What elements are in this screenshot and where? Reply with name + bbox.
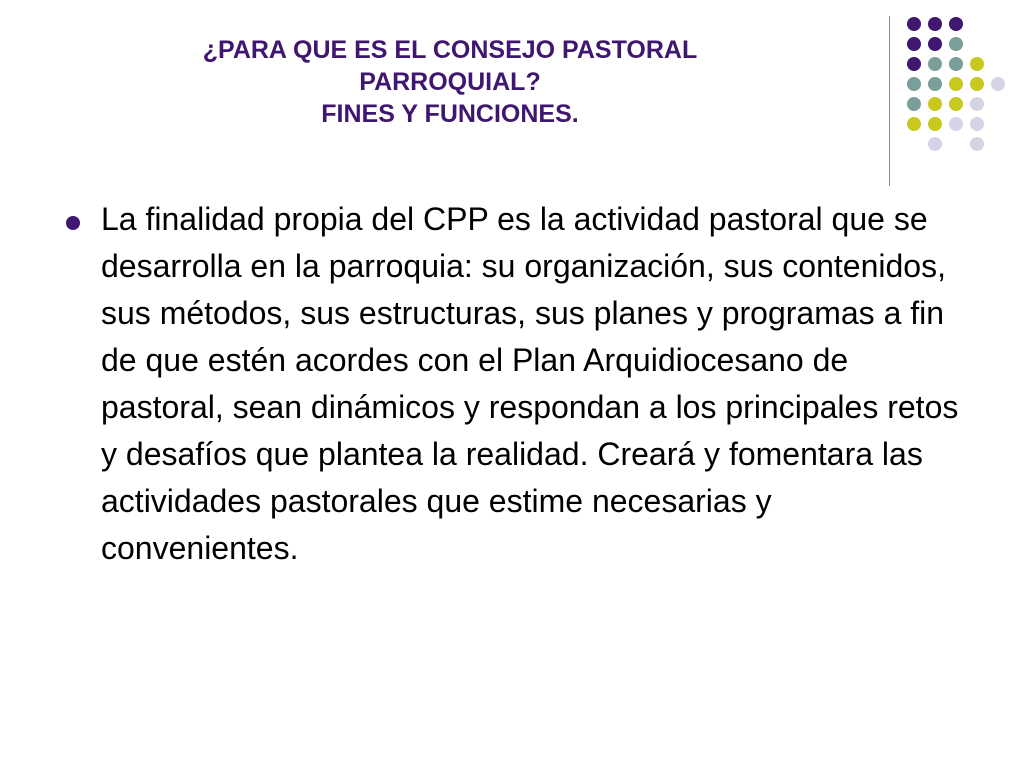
decorative-dot <box>907 37 921 51</box>
decorative-dot <box>970 97 984 111</box>
decorative-dot <box>970 77 984 91</box>
decorative-dot <box>928 57 942 71</box>
decorative-dot <box>928 37 942 51</box>
bullet-item <box>60 196 965 572</box>
title-line-1: ¿PARA QUE ES EL CONSEJO PASTORAL <box>202 36 698 64</box>
bullet-text: La finalidad propia del CPP es la actividad pastoral que se desarrolla en la parroquia: su organización, sus contenidos, sus métodos, sus estructuras, sus planes y programas a fin de que estén acordes con el Plan Arquidiocesano de pastoral, sean dinámicos y respondan a los principales retos y desafíos que plantea la realidad. Creará y fomentara las actividades pastorales que estime necesarias y convenientes. <box>101 201 959 566</box>
title-divider <box>889 16 890 186</box>
decorative-dot <box>907 97 921 111</box>
decorative-dot-grid <box>902 12 1012 172</box>
decorative-dot <box>949 117 963 131</box>
decorative-dot <box>949 17 963 31</box>
decorative-dot <box>928 117 942 131</box>
decorative-dot <box>991 77 1005 91</box>
decorative-dot <box>928 77 942 91</box>
decorative-dot <box>970 57 984 71</box>
decorative-dot <box>949 77 963 91</box>
decorative-dot <box>949 37 963 51</box>
decorative-dot <box>949 97 963 111</box>
decorative-dot <box>970 137 984 151</box>
decorative-dot <box>970 117 984 131</box>
decorative-dot <box>928 137 942 151</box>
decorative-dot <box>907 17 921 31</box>
title-line-3: FINES Y FUNCIONES. <box>321 100 579 128</box>
title-line-2: PARROQUIAL? <box>359 68 541 96</box>
decorative-dot <box>907 77 921 91</box>
bullet-icon <box>66 216 80 230</box>
bullet-list <box>60 196 965 572</box>
decorative-dot <box>928 17 942 31</box>
decorative-dot <box>949 57 963 71</box>
decorative-dot <box>928 97 942 111</box>
decorative-dot <box>907 57 921 71</box>
decorative-dot <box>907 117 921 131</box>
slide-title <box>60 34 840 130</box>
